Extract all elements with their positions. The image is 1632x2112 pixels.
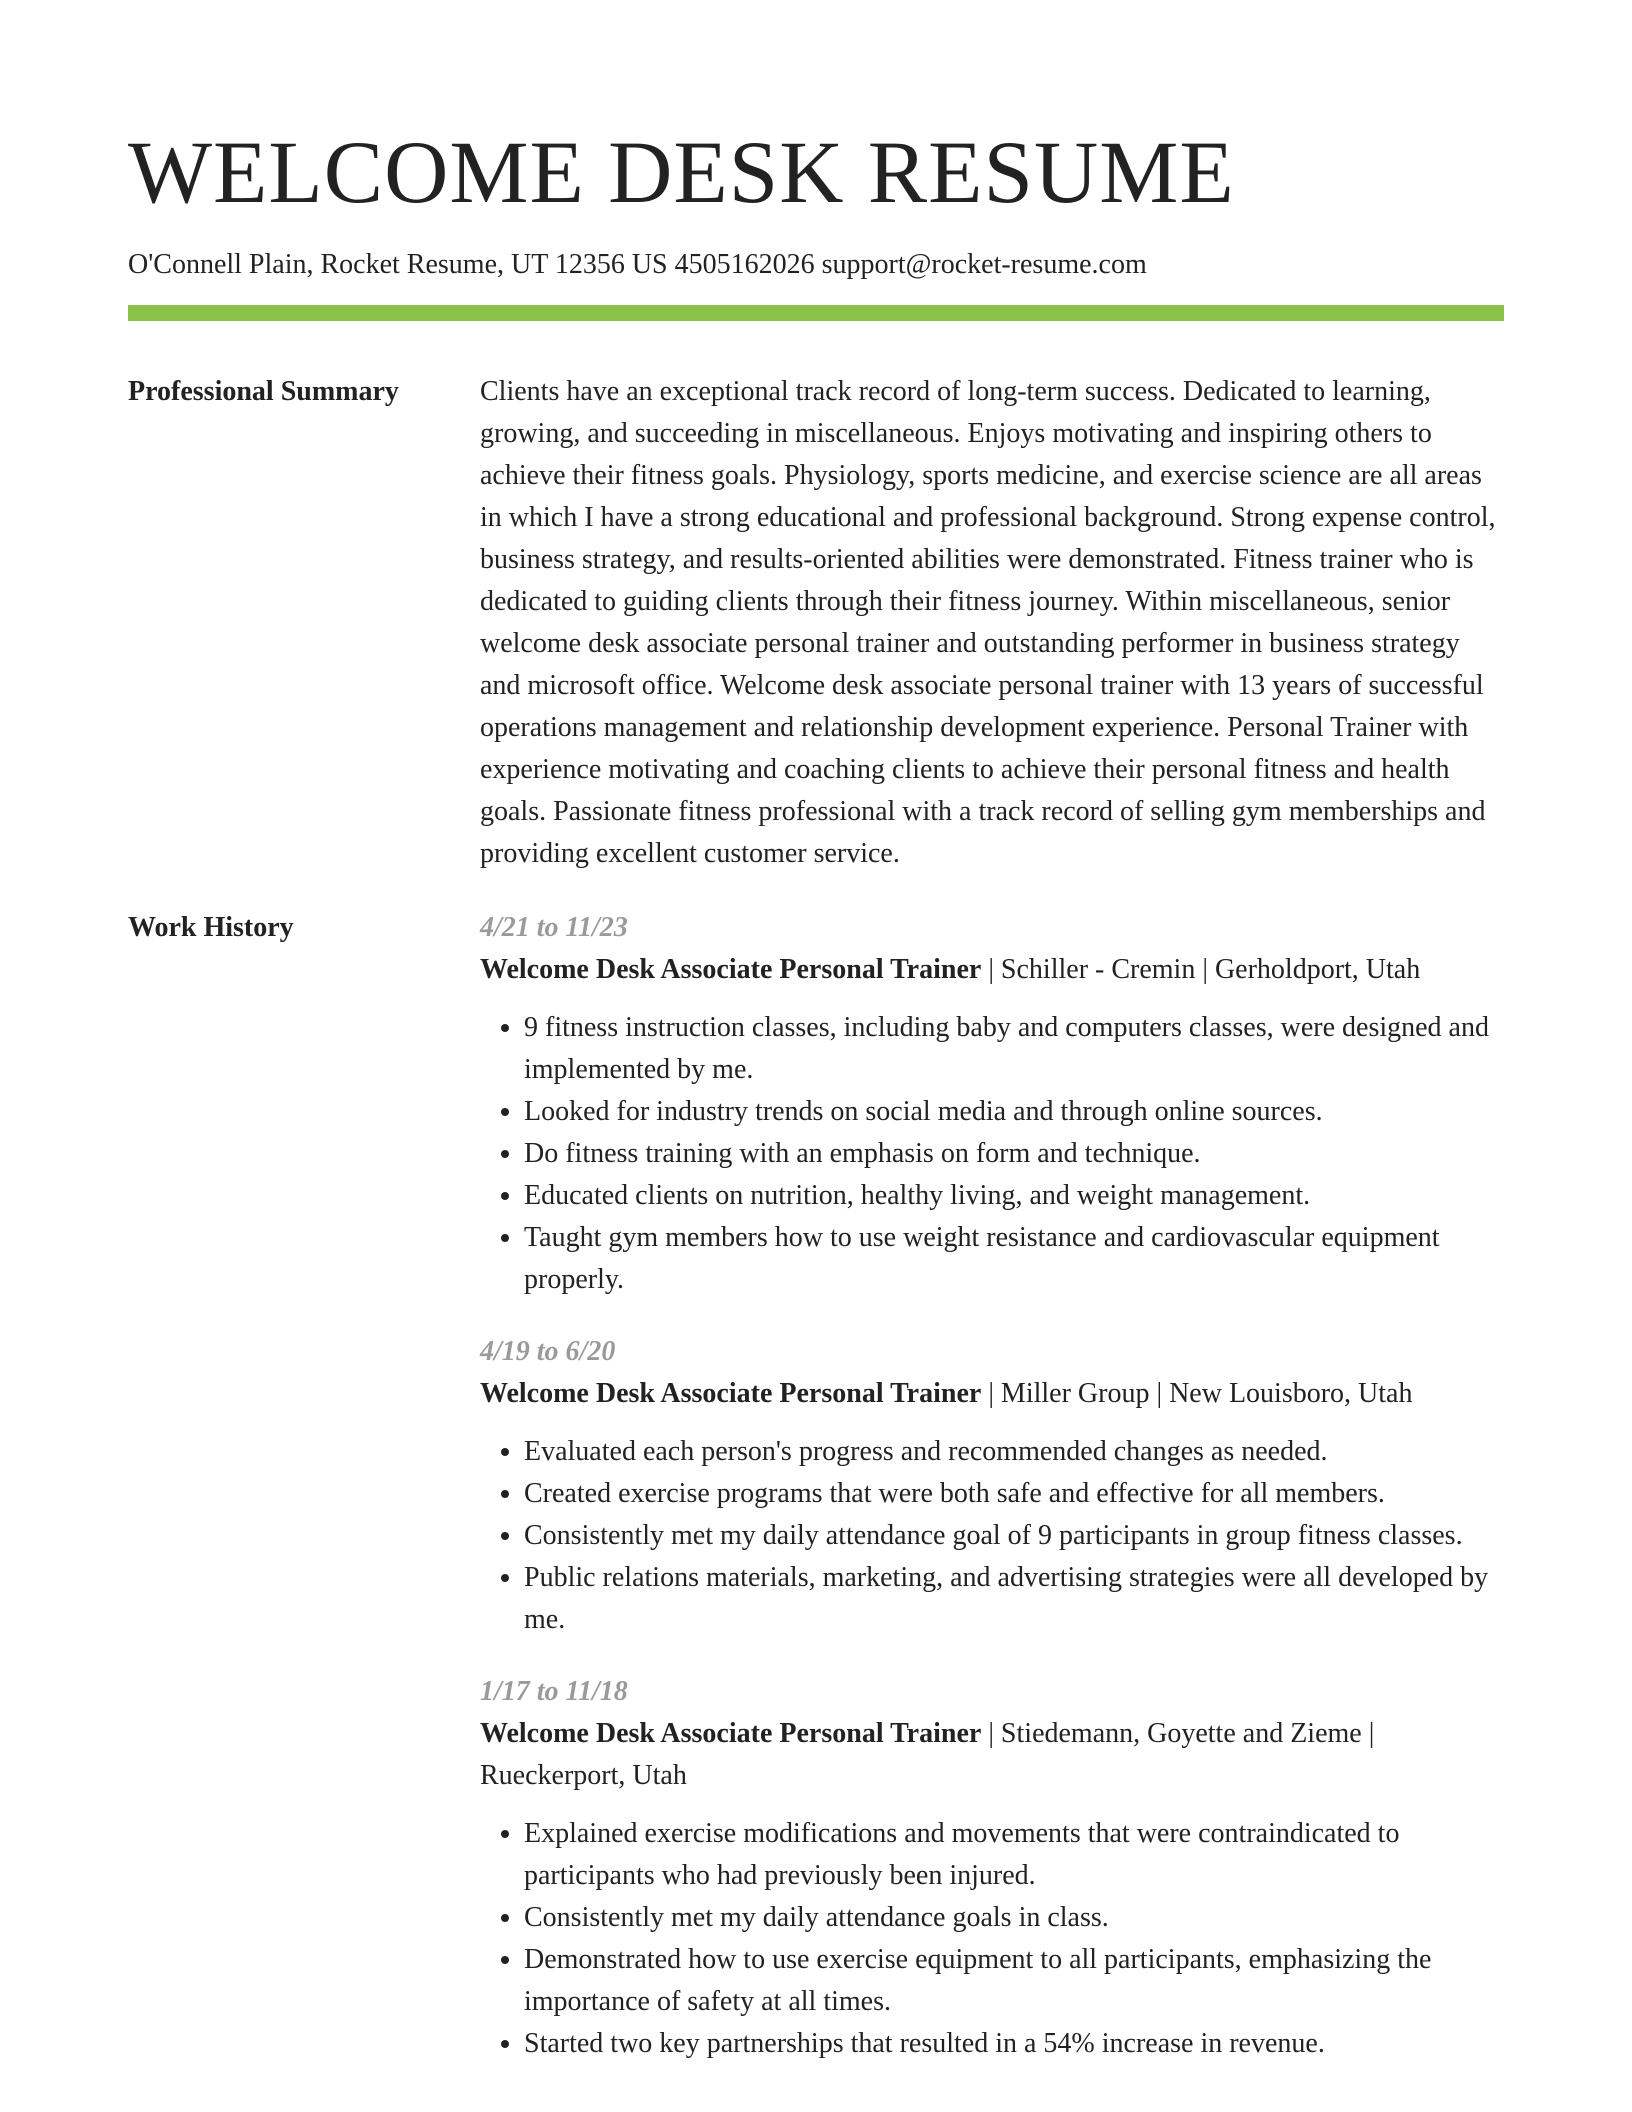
job-bullet: • Do fitness training with an emphasis on form and technique. <box>524 1133 1504 1175</box>
job-bullet: • Evaluated each person's progress and recommended changes as needed. <box>524 1431 1504 1473</box>
job-entry <box>480 907 1504 1301</box>
job-heading <box>480 949 1504 991</box>
job-bullet-list <box>480 1007 1504 1301</box>
job-bullet: • Looked for industry trends on social media and through online sources. <box>524 1091 1504 1133</box>
job-heading <box>480 1373 1504 1415</box>
job-dates: 4/21 to 11/23 <box>480 912 628 944</box>
summary-text: Clients have an exceptional track record of long-term success. Dedicated to learning, growing, and succeeding in miscellaneous. Enjoys motivating and inspiring others to achieve their fitness goals. Physiology, sports medicine, and exercise science are all areas in which I have a strong educational and professional background. Strong expense control, business strategy, and results-oriented abilities were demonstrated. Fitness trainer who is dedicated to guiding clients through their fitness journey. Within miscellaneous, senior welcome desk associate personal trainer and outstanding performer in business strategy and microsoft office. Welcome desk associate personal trainer with 13 years of successful operations management and relationship development experience. Personal Trainer with experience motivating and coaching clients to achieve their personal fitness and health goals. Passionate fitness professional with a track record of selling gym memberships and providing excellent customer service. <box>480 376 1496 870</box>
job-dates: 4/19 to 6/20 <box>480 1336 616 1368</box>
job-bullet: • Demonstrated how to use exercise equipment to all participants, emphasizing the importance of safety at all times. <box>524 1939 1504 2023</box>
resume-title: WELCOME DESK RESUME <box>128 124 1235 222</box>
job-bullet: • Created exercise programs that were both safe and effective for all members. <box>524 1473 1504 1515</box>
job-employer-location: | Miller Group | New Louisboro, Utah <box>981 1378 1413 1410</box>
job-title: Welcome Desk Associate Personal Trainer <box>480 954 982 986</box>
job-heading <box>480 1713 1504 1797</box>
accent-divider <box>128 305 1504 321</box>
job-bullet: • Explained exercise modifications and movements that were contraindicated to participants who had previously been injured. <box>524 1813 1504 1897</box>
section-heading-professional-summary: Professional Summary <box>128 376 399 408</box>
job-bullet-list <box>480 1813 1504 2065</box>
work-history-list <box>480 907 1504 2065</box>
job-employer-location: | Schiller - Cremin | Gerholdport, Utah <box>981 954 1421 986</box>
section-heading-work-history: Work History <box>128 912 294 944</box>
job-bullet: • Started two key partnerships that resulted in a 54% increase in revenue. <box>524 2023 1504 2065</box>
job-title: Welcome Desk Associate Personal Trainer <box>480 1718 982 1750</box>
job-bullet: • Consistently met my daily attendance goals in class. <box>524 1897 1504 1939</box>
job-entry <box>480 1671 1504 2065</box>
job-bullet: • 9 fitness instruction classes, including baby and computers classes, were designed and implemented by me. <box>524 1007 1504 1091</box>
job-bullet: • Public relations materials, marketing, and advertising strategies were all developed by me. <box>524 1557 1504 1641</box>
contact-info: O'Connell Plain, Rocket Resume, UT 12356 US 4505162026 support@rocket-resume.com <box>128 249 1147 280</box>
professional-summary-section <box>128 371 1504 875</box>
job-entry <box>480 1331 1504 1641</box>
job-title: Welcome Desk Associate Personal Trainer <box>480 1378 982 1410</box>
job-bullet: • Consistently met my daily attendance goal of 9 participants in group fitness classes. <box>524 1515 1504 1557</box>
job-bullet-list <box>480 1431 1504 1641</box>
work-history-section <box>128 907 1504 2065</box>
job-bullet: • Taught gym members how to use weight resistance and cardiovascular equipment properly. <box>524 1217 1504 1301</box>
job-bullet: • Educated clients on nutrition, healthy living, and weight management. <box>524 1175 1504 1217</box>
job-dates: 1/17 to 11/18 <box>480 1676 628 1708</box>
job-employer-location: | Stiedemann, Goyette and Zieme | Rueckerport, Utah <box>480 1718 1375 1792</box>
